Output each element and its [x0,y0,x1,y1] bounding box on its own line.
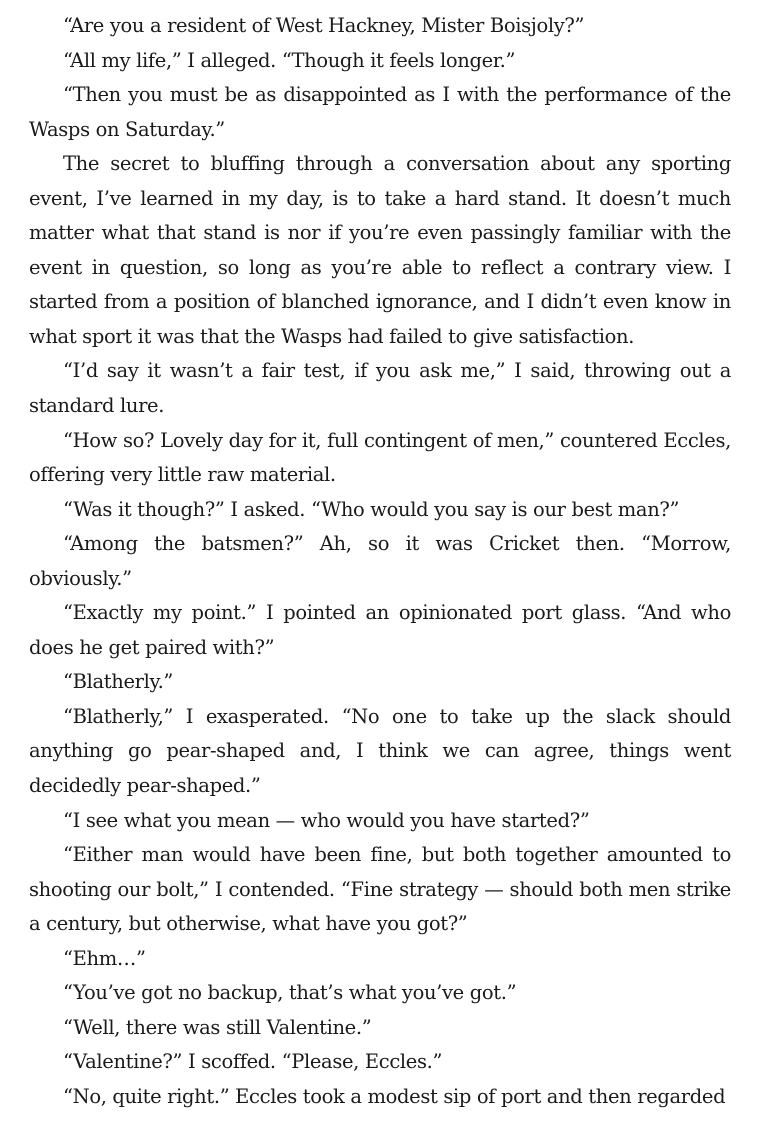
paragraph: “Ehm…” [63,946,146,970]
paragraph: “I’d say it wasn’t a fair test, if you ask me,” I said, throwing out a standard lure. [29,359,731,418]
paragraph: The secret to bluffing through a conversation about any sporting event, I’ve learned in my day, is to take a hard stand. It doesn’t much matter what that stand is nor if you’re even passingly familiar with the event in question, so long as you’re able to reflect a contrary view. I started from a position of blanched ignorance, and I didn’t even know in what sport it was that the Wasps had failed to give satisfaction. [29,152,731,348]
paragraph: “Either man would have been fine, but both together amounted to shooting our bolt,” I contended. “Fine strategy — should both men strike a century, but otherwise, what have you got?” [29,843,731,936]
paragraph: “No, quite right.” Eccles took a modest sip of port and then regarded [63,1084,726,1108]
paragraph: “Exactly my point.” I pointed an opinionated port glass. “And who does he get paired with?” [29,601,731,659]
paragraph: “Blatherly,” I exasperated. “No one to take up the slack should anything go pear-shaped and, I think we can agree, things went decidedly pear-shaped.” [29,704,731,798]
paragraph: “Was it though?” I asked. “Who would you say is our best man?” [63,497,680,521]
paragraph: “Valentine?” I scoffed. “Please, Eccles.” [63,1050,443,1074]
paragraph: “How so? Lovely day for it, full contingent of men,” countered Eccles, offering very little raw material. [29,428,731,487]
paragraph: “Are you a resident of West Hackney, Mister Boisjoly?” [63,14,585,37]
paragraph: “Blatherly.” [63,670,174,694]
paragraph: “Well, there was still Valentine.” [63,1015,372,1039]
paragraph: “I see what you mean — who would you have started?” [63,808,590,832]
paragraph: “You’ve got no backup, that’s what you’ve got.” [63,981,517,1005]
paragraph: “Among the batsmen?” Ah, so it was Cricket then. “Morrow, obviously.” [29,532,731,590]
paragraph: “All my life,” I alleged. “Though it feels longer.” [63,48,516,72]
paragraph: “Then you must be as disappointed as I with the performance of the Wasps on Saturday.” [29,83,731,141]
